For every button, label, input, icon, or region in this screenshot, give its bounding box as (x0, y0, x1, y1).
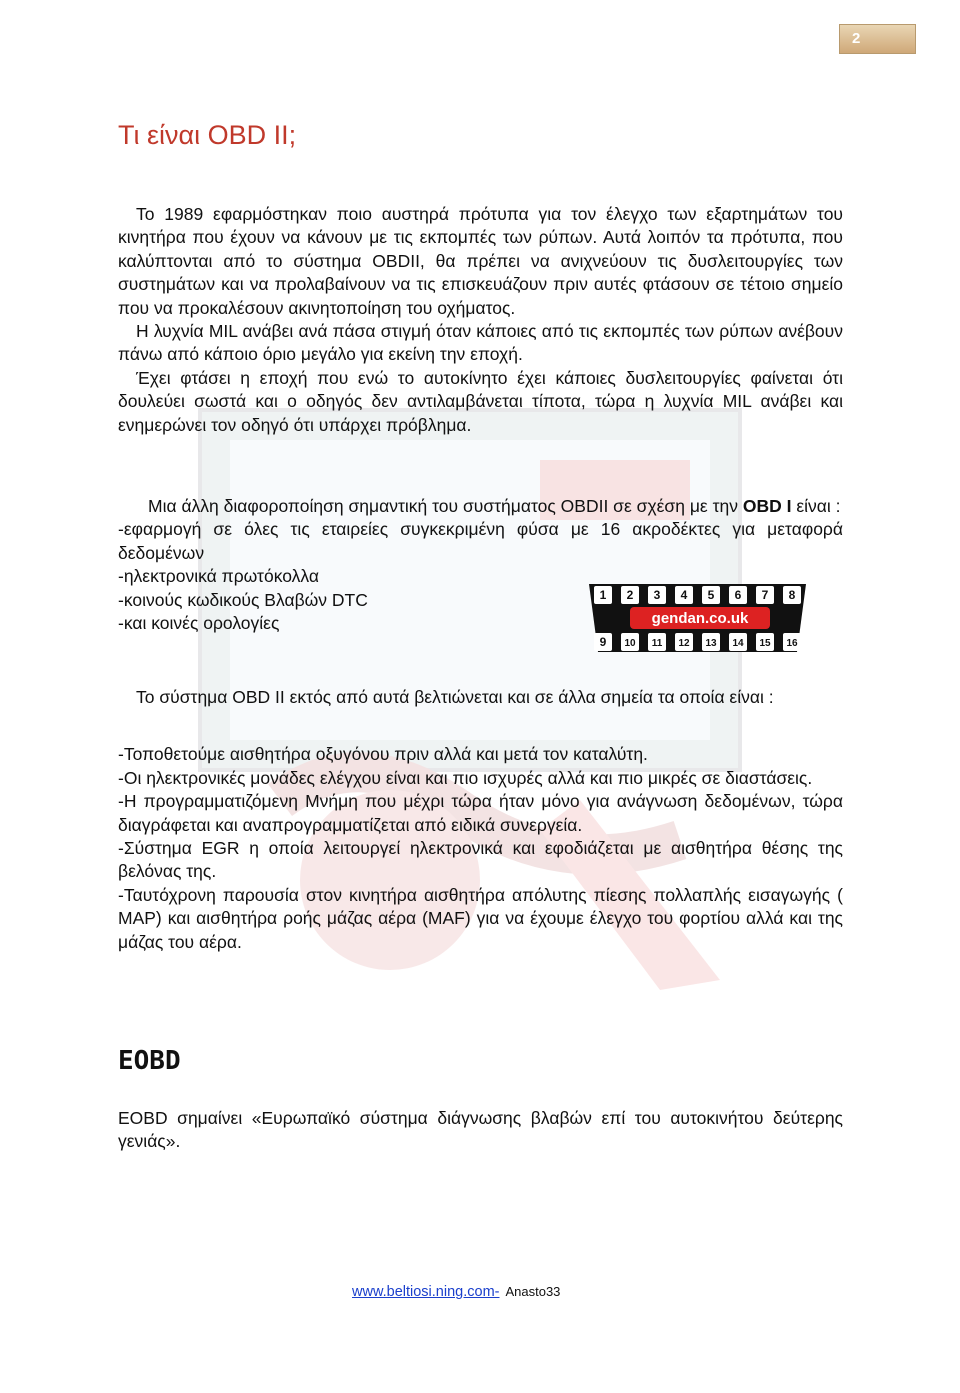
intro-paragraph-2: Η λυχνία MIL ανάβει ανά πάσα στιγμή όταν κάποιες από τις εκπομπές των ρύπων ανέβουν πάνω από κάποιο όριο μεγάλο για εκείνη την εποχή. (118, 321, 843, 365)
connector-pin-label: 13 (705, 638, 717, 649)
improvement-item: -Σύστημα EGR η οποία λειτουργεί ηλεκτρονικά και εφοδιάζεται με αισθητήρα θέσης της βελόνας της. (118, 838, 843, 882)
eobd-definition: EOBD σημαίνει «Ευρωπαϊκό σύστημα διάγνωσης βλαβών επί του αυτοκινήτου δεύτερης γενιάς». (118, 1108, 843, 1152)
improvement-item: -Η προγραμματιζόμενη Μνήμη που μέχρι τώρα ήταν μόνο για ανάγνωση δεδομένων, τώρα διαγράφεται και αναπρογραμματίζεται από ειδικά συνεργεία. (118, 791, 843, 835)
page-title: Τι είναι OBD II; (118, 120, 297, 150)
obd1-term: OBD I (742, 496, 792, 516)
differences-intro-start: Μια άλλη διαφοροποίηση σημαντική του συστήματος OBDII σε σχέση με την (148, 496, 743, 516)
connector-brand: gendan.co.uk (651, 610, 749, 627)
footer-author: Anasto33 (505, 1284, 561, 1299)
connector-pin-label: 8 (788, 588, 796, 602)
improvement-item: -Οι ηλεκτρονικές μονάδες ελέγχου είναι και πιο ισχυρές αλλά και πιο μικρές σε διαστάσεις. (118, 767, 813, 788)
intro-section (118, 203, 843, 437)
connector-pin-label: 10 (624, 638, 636, 649)
improvements-section (118, 686, 843, 954)
connector-pin-label: 7 (761, 588, 769, 602)
differences-intro-end: είναι : (791, 496, 841, 516)
differences-intro (118, 495, 843, 518)
page-number-badge: 2 (839, 24, 916, 54)
connector-pin-label: 3 (653, 588, 661, 602)
connector-pin-label: 16 (786, 638, 798, 649)
difference-item: -και κοινές ορολογίες (118, 613, 280, 634)
connector-pin-label: 9 (599, 635, 607, 649)
connector-pin-label: 5 (707, 588, 715, 602)
eobd-section (118, 1107, 843, 1154)
difference-item: -κοινούς κωδικούς Βλαβών DTC (118, 589, 368, 610)
improvement-item: -Τοποθετούμε αισθητήρα οξυγόνου πριν αλλά και μετά τον καταλύτη. (118, 744, 648, 765)
eobd-heading: EOBD (118, 1046, 181, 1076)
connector-pin-label: 15 (759, 638, 771, 649)
improvement-item: -Ταυτόχρονη παρουσία στον κινητήρα αισθητήρα απόλυτης πίεσης πολλαπλής εισαγωγής ( MAP) και αισθητήρα ροής μάζας αέρα (MAF) για να έχουμε έλεγχο του φορτίου αλλά και της μάζας του αέρα. (118, 884, 843, 952)
connector-pin-label: 14 (732, 638, 744, 649)
connector-pin-label: 6 (734, 588, 742, 602)
footer-link[interactable]: www.beltiosi.ning.com- (352, 1284, 500, 1300)
connector-pin-label: 1 (599, 588, 607, 602)
intro-paragraph-1: Το 1989 εφαρμόστηκαν ποιο αυστηρά πρότυπα για τον έλεγχο των εξαρτημάτων του κινητήρα που έχουν να κάνουν με τις εκπομπές των ρύπων. Αυτά λοιπόν τα πρότυπα, που καλύπτονται από το σύστημα OBDII, θα πρέπει να ανιχνεύουν τις δυσλειτουργίες των συστημάτων και να προλαβαίνουν να τις επισκευάζουν πριν αυτές φτάσουν σε τέτοιο σημείο που να προκαλέσουν ακινητοποίηση του οχήματος. (118, 204, 843, 318)
difference-item: -ηλεκτρονικά πρωτόκολλα (118, 566, 319, 587)
connector-pin-label: 4 (680, 588, 688, 602)
connector-pin-label: 12 (678, 638, 690, 649)
obd-connector-image (585, 580, 810, 656)
footer (352, 1284, 560, 1300)
improvements-intro: Το σύστημα OBD II εκτός από αυτά βελτιώνεται και σε άλλα σημεία τα οποία είναι : (136, 687, 774, 707)
difference-item: -εφαρμογή σε όλες τις εταιρείες συγκεκριμένη φύσα με 16 ακροδέκτες για μεταφορά δεδομένων (118, 519, 843, 563)
connector-pin-label: 11 (651, 638, 663, 649)
connector-pin-label: 2 (626, 588, 634, 602)
intro-paragraph-3: Έχει φτάσει η εποχή που ενώ το αυτοκίνητο έχει κάποιες δυσλειτουργίες φαίνεται ότι δουλεύει σωστά και ο οδηγός δεν αντιλαμβάνεται τίποτα, τώρα η λυχνία MIL ανάβει και ενημερώνει τον οδηγό ότι υπάρχει πρόβλημα. (118, 367, 843, 435)
